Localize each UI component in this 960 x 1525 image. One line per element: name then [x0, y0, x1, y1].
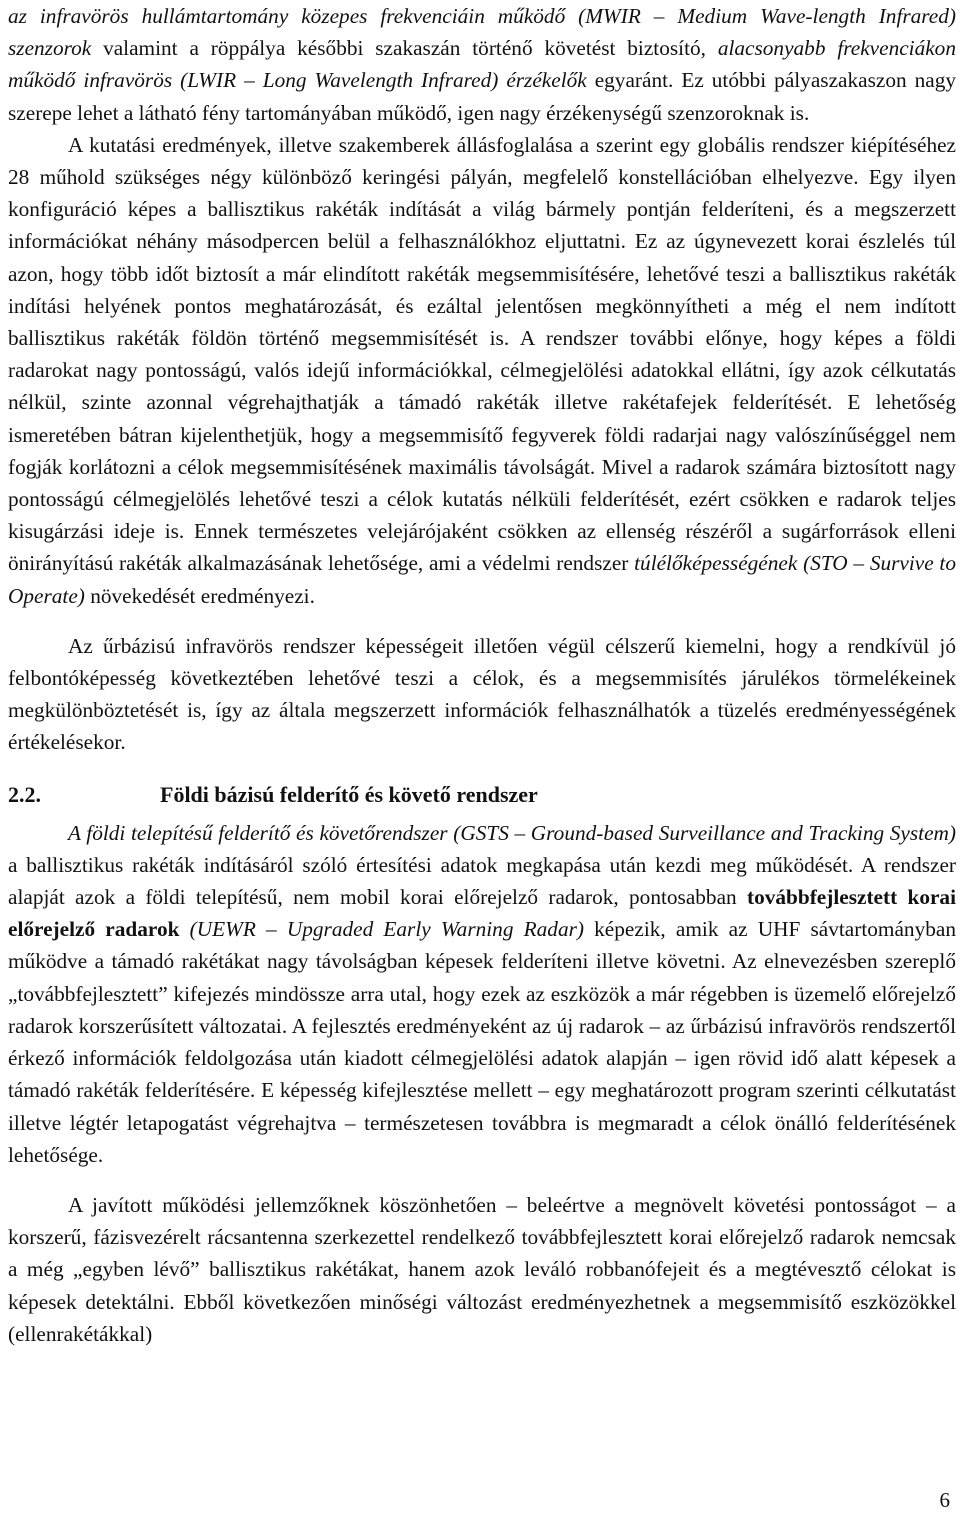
italic-term-gsts: A földi telepítésű felderítő és követőrendszer (GSTS – Ground-based Surveillance and Tracking System) — [68, 820, 956, 845]
section-number: 2.2. — [8, 781, 41, 807]
paragraph-2 — [8, 129, 956, 612]
text-run — [179, 917, 189, 941]
bold-term-uewr: továbbfejlesztett korai előrejelző radarok — [8, 885, 956, 942]
text-run: a ballisztikus rakéták indításáról szóló értesítési adatok megkapása után kezdi meg működését. A rendszer alapját azok a földi telepítésű, nem mobil korai előrejelző radarok, pontosabban — [8, 852, 956, 910]
italic-term-uewr: (UEWR – Upgraded Early Warning Radar) — [189, 917, 584, 942]
text-run: valamint a röppálya későbbi szakaszán történő követést biztosító, — [91, 36, 718, 61]
text-run: A kutatási eredmények, illetve szakemberek állásfoglalása a szerint egy globális rendszer kiépítéséhez 28 műhold szükséges négy különböző keringési pályán, megfelelő konstellációban elhelyezve. Egy ilyen konfiguráció képes a ballisztikus rakéták indítását a világ bármely pontján felderíteni, és a megszerzett információkat néhány másodpercen belül a felhasználókhoz eljuttatni. Ez az úgynevezett korai észlelés túl azon, hogy több időt biztosít a már elindított rakéták megsemmisítésére, lehetővé teszi a ballisztikus rakéták indítási helyének pontos meghatározását, és ezáltal jelentősen megkönnyítheti a még el nem indított ballisztikus rakéták földön történő megsemmisítését is. A rendszer további előnye, hogy képes a földi radarokat nagy pontosságú, valós idejű információkkal, célmegjelölési adatokkal ellátni, így azok célkutatás nélkül, szinte azonnal végrehajthatják a támadó rakéták illetve rakétafejek felderítését. E lehetőség ismeretében bátran kijelenthetjük, hogy a megsemmisítő fegyverek földi radarjai nagy valószínűséggel nem fogják korlátozni a célok megsemmisítésének maximális távolságát. Mivel a radarok számára biztosított nagy pontosságú célmegjelölés lehetővé teszi a célok kutatás nélküli felderítését, ezért csökken e radarok teljes kisugárzási ideje is. Ennek természetes velejárójaként csökken az ellenség részéről a sugárforrások elleni önirányítású rakéták alkalmazásának lehetősége, ami a védelmi rendszer — [8, 132, 956, 576]
text-run: növekedését eredményezi. — [84, 583, 315, 608]
page-number: 6 — [939, 1488, 950, 1512]
paragraph-4 — [8, 817, 956, 1171]
text-run: képezik, amik az UHF sávtartományban működve a támadó rakétákat nagy távolságban képesek felderíteni illetve követni. Az elnevezésben szereplő „továbbfejlesztett” kifejezés mindössze arra utal, hogy ezek az eszközök a már régebben is üzemelő előrejelző radarok korszerűsített változatai. A fejlesztés eredményeként az új radarok – az űrbázisú infravörös rendszertől érkező információk feldolgozása után kiadott célmegjelölési adatok alapján – igen rövid idő alatt képesek a támadó rakéták felderítésére. E képesség kifejlesztése mellett – egy meghatározott program szerinti célkutatást illetve légtér letapogatást végrehajtva – természetesen továbbra is megmaradt a célok önálló felderítésének lehetősége. — [8, 917, 956, 1167]
italic-term-sto: túlélőképességének (STO – Survive to Operate) — [8, 551, 956, 608]
paragraph-1 — [8, 0, 956, 129]
document-page — [8, 0, 956, 1350]
section-heading — [8, 779, 956, 811]
paragraph-5: A javított működési jellemzőknek köszönhetően – beleértve a megnövelt követési pontosságot – a korszerű, fázisvezérelt rácsantenna szerkezettel rendelkező továbbfejlesztett korai előrejelző radarok nemcsak a még „egyben lévő” ballisztikus rakétákat, hanem azok leváló robbanófejeit és a megtévesztő célokat is képesek detektálni. Ebből következően minőségi változást eredményezhetnek a megsemmisítő eszközökkel (ellenrakétákkal) — [8, 1192, 956, 1346]
paragraph-3: Az űrbázisú infravörös rendszer képességeit illetően végül célszerű kiemelni, hogy a rendkívül jó felbontóképesség következtében lehetővé teszi a célok, és a megsemmisítés járulékos törmelékeinek megkülönböztetését is, így az általa megszerzett információk felhasználhatók a tüzelés eredményességének értékelésekor. — [8, 633, 956, 755]
text-run: egyaránt. Ez utóbbi pályaszakaszon nagy szerepe lehet a látható fény tartományában működő, igen nagy érzékenységű szenzoroknak is. — [8, 68, 956, 125]
section-title: Földi bázisú felderítő és követő rendszer — [160, 781, 538, 807]
italic-term-mwir: az infravörös hullámtartomány közepes frekvenciáin működő (MWIR – Medium Wave-length Infrared) szenzorok — [8, 4, 956, 61]
italic-term-lwir: alacsonyabb frekvenciákon működő infravörös (LWIR – Long Wavelength Infrared) érzékelők — [8, 36, 956, 93]
